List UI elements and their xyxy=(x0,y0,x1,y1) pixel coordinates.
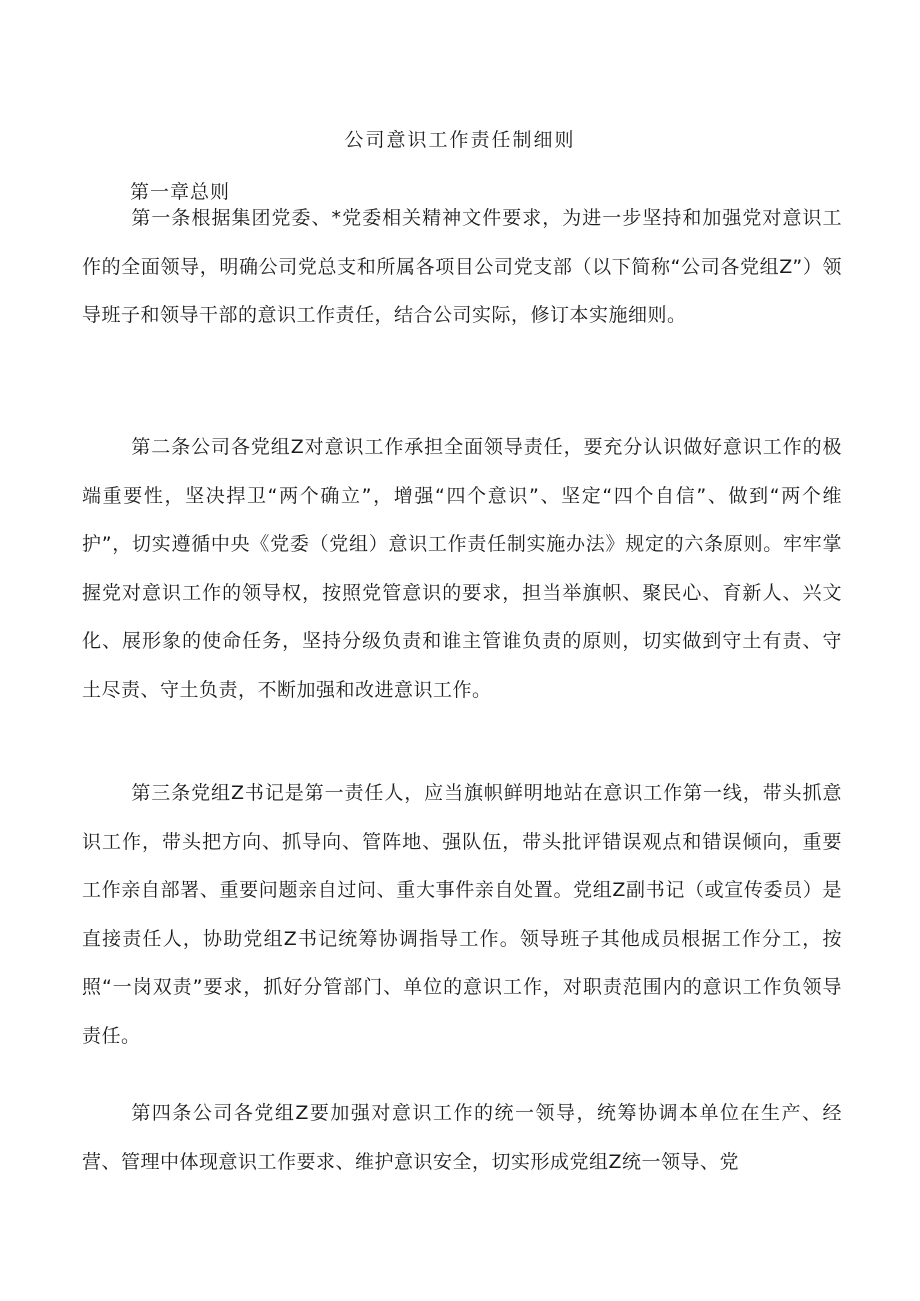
chapter-heading: 第一章总则 xyxy=(130,181,231,203)
article-1-paragraph: 第一条根据集团党委、*党委相关精神文件要求，为进一步坚持和加强党对意识工作的全面领导，明确公司党总支和所属各项目公司党支部（以下简称“公司各党组Z”）领导班子和领导干部的意识工作责任，结合公司实际，修订本实施细则。 xyxy=(82,207,842,326)
article-3-paragraph: 第三条党组Z书记是第一责任人，应当旗帜鲜明地站在意识工作第一线，带头抓意识工作，带头把方向、抓导向、管阵地、强队伍，带头批评错误观点和错误倾向，重要工作亲自部署、重要问题亲自过问、重大事件亲自处置。党组Z副书记（或宣传委员）是直接责任人，协助党组Z书记统筹协调指导工作。领导班子其他成员根据工作分工，按照“一岗双责”要求，抓好分管部门、单位的意识工作，对职责范围内的意识工作负领导责任。 xyxy=(82,782,842,1047)
article-4-paragraph: 第四条公司各党组Z要加强对意识工作的统一领导，统筹协调本单位在生产、经营、管理中体现意识工作要求、维护意识安全，切实形成党组Z统一领导、党 xyxy=(82,1102,842,1173)
document-title: 公司意识工作责任制细则 xyxy=(344,129,576,151)
article-2-paragraph: 第二条公司各党组Z对意识工作承担全面领导责任，要充分认识做好意识工作的极端重要性，坚决捍卫“两个确立”，增强“四个意识”、坚定“四个自信”、做到“两个维护”，切实遵循中央《党委（党组）意识工作责任制实施办法》规定的六条原则。牢牢掌握党对意识工作的领导权，按照党管意识的要求，担当举旗帜、聚民心、育新人、兴文化、展形象的使命任务，坚持分级负责和谁主管谁负责的原则，切实做到守土有责、守土尽责、守土负责，不断加强和改进意识工作。 xyxy=(82,436,842,701)
